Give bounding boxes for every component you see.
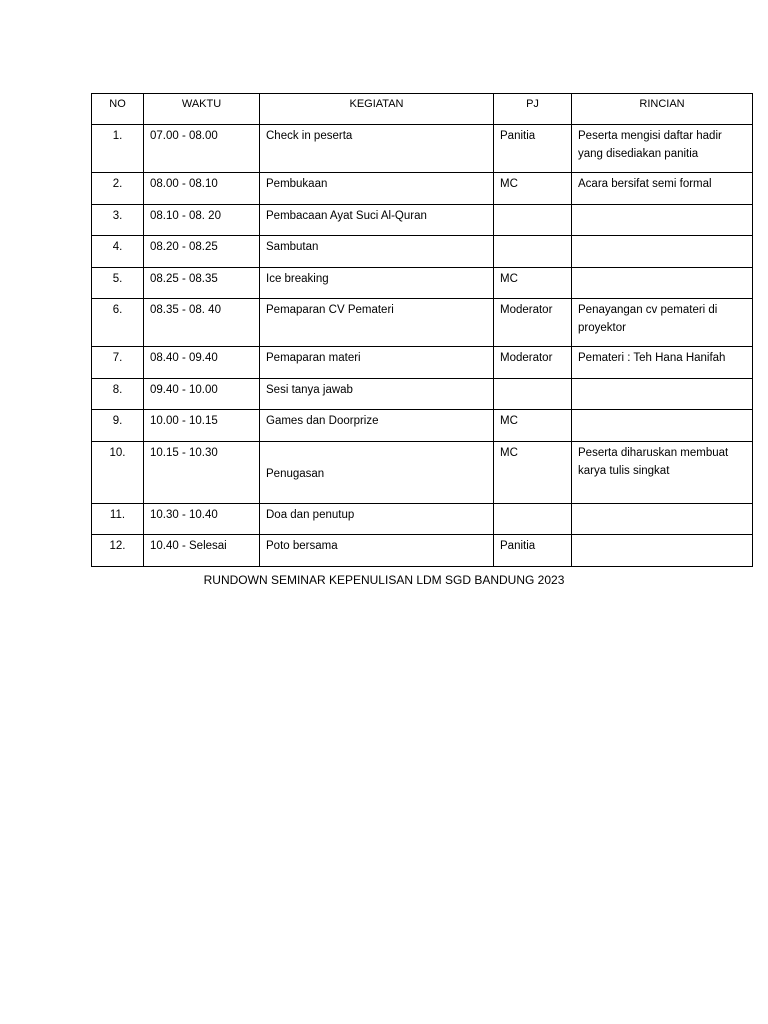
- cell-pj: [494, 204, 572, 236]
- cell-pj: MC: [494, 441, 572, 503]
- header-kegiatan: KEGIATAN: [260, 94, 494, 125]
- cell-no: 5.: [92, 267, 144, 299]
- cell-waktu: 10.00 - 10.15: [144, 410, 260, 442]
- cell-waktu: 09.40 - 10.00: [144, 378, 260, 410]
- header-rincian: RINCIAN: [572, 94, 753, 125]
- cell-no: 11.: [92, 503, 144, 535]
- cell-kegiatan: [260, 441, 494, 503]
- cell-waktu: 08.10 - 08. 20: [144, 204, 260, 236]
- cell-waktu: 08.00 - 08.10: [144, 173, 260, 205]
- cell-pj: Panitia: [494, 125, 572, 173]
- cell-pj: MC: [494, 267, 572, 299]
- cell-rincian: [572, 535, 753, 567]
- cell-rincian: Peserta diharuskan membuat karya tulis singkat: [572, 441, 753, 503]
- cell-kegiatan: Sambutan: [260, 236, 494, 268]
- cell-kegiatan: Poto bersama: [260, 535, 494, 567]
- cell-kegiatan: Doa dan penutup: [260, 503, 494, 535]
- cell-no: 1.: [92, 125, 144, 173]
- cell-kegiatan: Pembukaan: [260, 173, 494, 205]
- table-row: [92, 125, 753, 173]
- table-row: [92, 410, 753, 442]
- cell-pj: Moderator: [494, 347, 572, 379]
- cell-kegiatan: Check in peserta: [260, 125, 494, 173]
- cell-no: 6.: [92, 299, 144, 347]
- cell-kegiatan: Sesi tanya jawab: [260, 378, 494, 410]
- header-pj: PJ: [494, 94, 572, 125]
- cell-pj: [494, 378, 572, 410]
- header-no: NO: [92, 94, 144, 125]
- cell-rincian: Penayangan cv pemateri di proyektor: [572, 299, 753, 347]
- cell-no: 7.: [92, 347, 144, 379]
- table-row: [92, 173, 753, 205]
- cell-rincian: [572, 267, 753, 299]
- cell-rincian: [572, 378, 753, 410]
- cell-no: 10.: [92, 441, 144, 503]
- table-row: [92, 441, 753, 503]
- cell-rincian: [572, 503, 753, 535]
- cell-rincian: Pemateri : Teh Hana Hanifah: [572, 347, 753, 379]
- table-row: [92, 299, 753, 347]
- table-row: [92, 267, 753, 299]
- cell-kegiatan: Ice breaking: [260, 267, 494, 299]
- cell-waktu: 07.00 - 08.00: [144, 125, 260, 173]
- cell-no: 12.: [92, 535, 144, 567]
- cell-pj: [494, 503, 572, 535]
- header-waktu: WAKTU: [144, 94, 260, 125]
- cell-waktu: 08.20 - 08.25: [144, 236, 260, 268]
- cell-waktu: 10.30 - 10.40: [144, 503, 260, 535]
- cell-pj: MC: [494, 173, 572, 205]
- table-row: [92, 204, 753, 236]
- table-row: [92, 535, 753, 567]
- table-header-row: [92, 94, 753, 125]
- cell-no: 8.: [92, 378, 144, 410]
- cell-kegiatan-text: Penugasan: [266, 467, 325, 480]
- cell-waktu: 08.40 - 09.40: [144, 347, 260, 379]
- cell-kegiatan: Pemaparan materi: [260, 347, 494, 379]
- table-caption: RUNDOWN SEMINAR KEPENULISAN LDM SGD BANDUNG 2023: [203, 573, 565, 587]
- cell-pj: Panitia: [494, 535, 572, 567]
- cell-waktu: 10.15 - 10.30: [144, 441, 260, 503]
- cell-no: 2.: [92, 173, 144, 205]
- cell-rincian: [572, 204, 753, 236]
- cell-rincian: Acara bersifat semi formal: [572, 173, 753, 205]
- cell-waktu: 08.25 - 08.35: [144, 267, 260, 299]
- table-row: [92, 503, 753, 535]
- rundown-table: [91, 93, 753, 567]
- cell-rincian: [572, 236, 753, 268]
- cell-waktu: 10.40 - Selesai: [144, 535, 260, 567]
- cell-waktu: 08.35 - 08. 40: [144, 299, 260, 347]
- table-row: [92, 347, 753, 379]
- cell-no: 4.: [92, 236, 144, 268]
- cell-pj: Moderator: [494, 299, 572, 347]
- table-row: [92, 236, 753, 268]
- cell-kegiatan: Pemaparan CV Pemateri: [260, 299, 494, 347]
- cell-no: 3.: [92, 204, 144, 236]
- table-row: [92, 378, 753, 410]
- cell-pj: MC: [494, 410, 572, 442]
- cell-rincian: [572, 410, 753, 442]
- cell-pj: [494, 236, 572, 268]
- cell-no: 9.: [92, 410, 144, 442]
- cell-kegiatan: Games dan Doorprize: [260, 410, 494, 442]
- cell-kegiatan: Pembacaan Ayat Suci Al-Quran: [260, 204, 494, 236]
- cell-rincian: Peserta mengisi daftar hadir yang disediakan panitia: [572, 125, 753, 173]
